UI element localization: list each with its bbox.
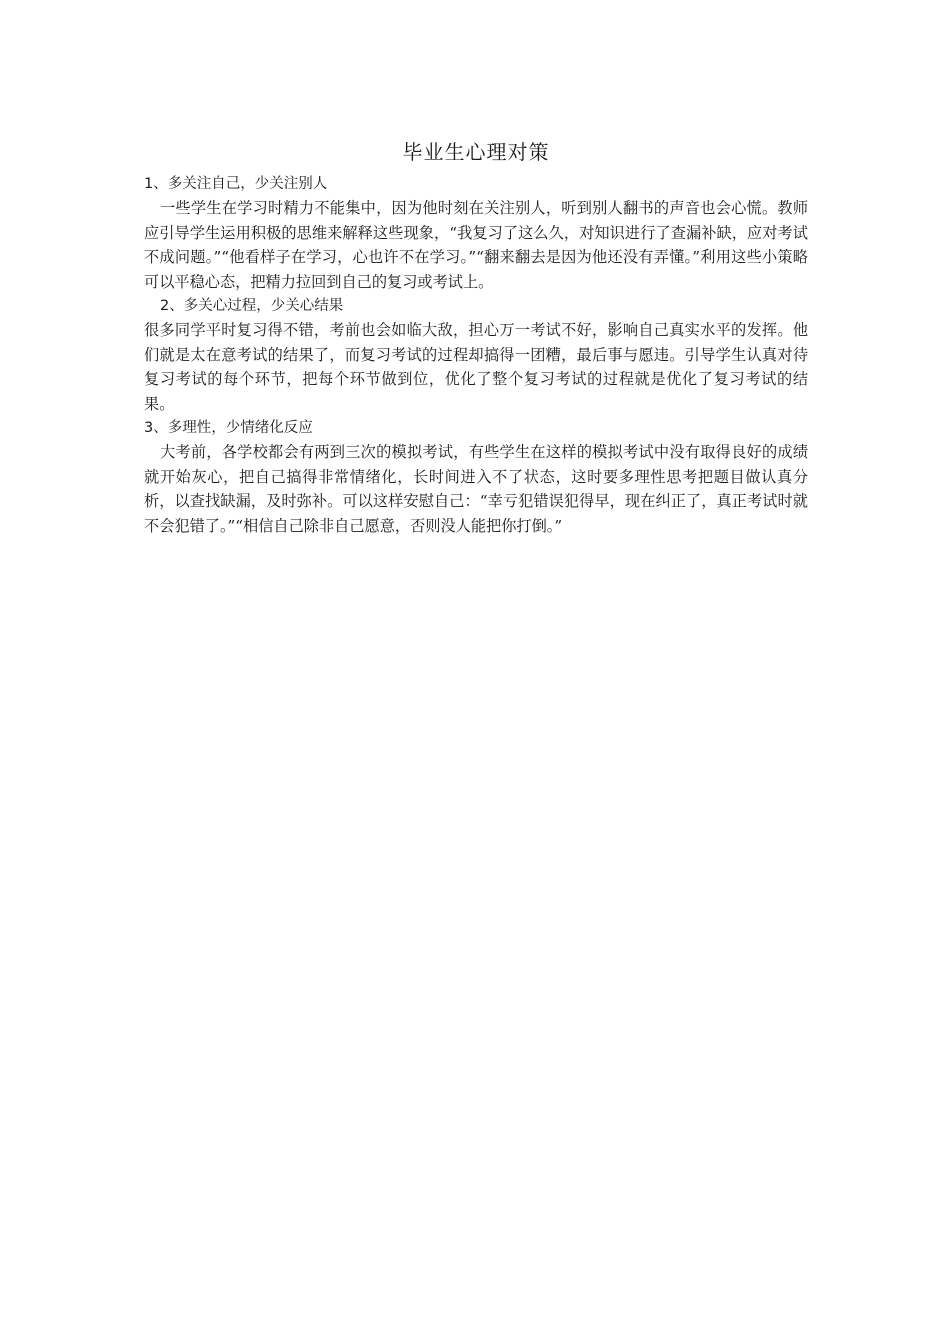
section-1-number: 1 bbox=[144, 176, 154, 192]
section-2-heading bbox=[144, 294, 808, 318]
section-1-body: 一些学生在学习时精力不能集中，因为他时刻在关注别人，听到别人翻书的声音也会心慌。教师应引导学生运用积极的思维来解释这些现象，“我复习了这么久，对知识进行了查漏补缺，应对考试不成问题。”“他看样子在学习，心也许不在学习。”“翻来翻去是因为他还没有弄懂。”利用这些小策略可以平稳心态，把精力拉回到自己的复习或考试上。 bbox=[144, 199, 808, 291]
section-3-heading-text: 、多理性，少情绪化反应 bbox=[153, 420, 313, 436]
section-3-number: 3 bbox=[144, 420, 154, 436]
section-3-heading bbox=[144, 416, 808, 440]
section-2-body: 很多同学平时复习得不错，考前也会如临大敌，担心万一考试不好，影响自己真实水平的发挥。他们就是太在意考试的结果了，而复习考试的过程却搞得一团糟，最后事与愿违。引导学生认真对待复习考试的每个环节，把每个环节做到位，优化了整个复习考试的过程就是优化了复习考试的结果。 bbox=[144, 321, 808, 413]
section-2-number: 2 bbox=[160, 298, 170, 314]
section-2-heading-text: 、多关心过程，少关心结果 bbox=[169, 298, 344, 314]
document-page bbox=[144, 136, 808, 538]
section-3-body: 大考前，各学校都会有两到三次的模拟考试，有些学生在这样的模拟考试中没有取得良好的成绩就开始灰心，把自己搞得非常情绪化，长时间进入不了状态，这时要多理性思考把题目做认真分析，以查找缺漏，及时弥补。可以这样安慰自己：“幸亏犯错误犯得早，现在纠正了，真正考试时就不会犯错了。”“相信自己除非自己愿意，否则没人能把你打倒。” bbox=[144, 443, 808, 535]
section-1-heading bbox=[144, 172, 808, 196]
document-title: 毕业生心理对策 bbox=[402, 140, 550, 164]
section-1-heading-text: 、多关注自己，少关注别人 bbox=[153, 176, 328, 192]
